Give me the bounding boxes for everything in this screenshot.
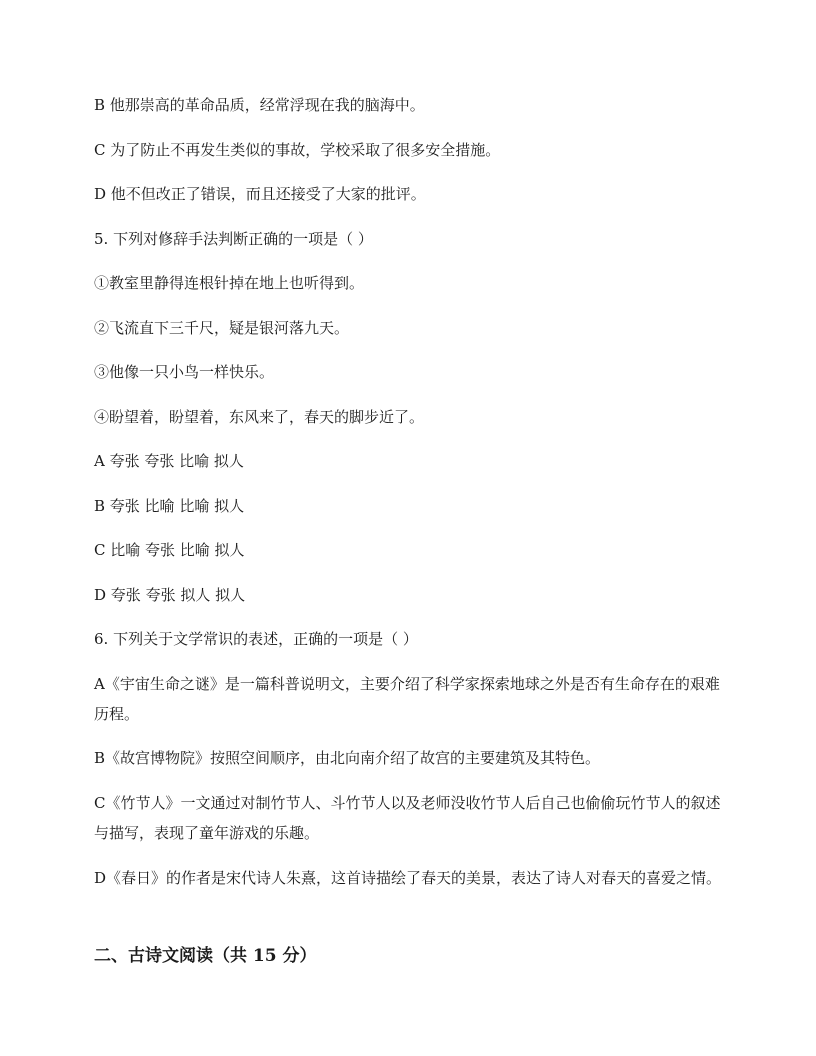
option-a-q5: A 夸张 夸张 比喻 拟人: [94, 452, 244, 470]
option-c-q4: C 为了防止不再发生类似的事故，学校采取了很多安全措施。: [94, 141, 501, 159]
option-b-q5: B 夸张 比喻 比喻 拟人: [94, 497, 245, 515]
q5-sentence-2: ②飞流直下三千尺，疑是银河落九天。: [94, 319, 350, 337]
option-c-q5: C 比喻 夸张 比喻 拟人: [94, 541, 245, 559]
option-d-q6: D《春日》的作者是宋代诗人朱熹，这首诗描绘了春天的美景，表达了诗人对春天的喜爱之情。: [94, 869, 722, 887]
option-b-q4: B 他那崇高的革命品质，经常浮现在我的脑海中。: [94, 96, 425, 114]
option-c-q6: C《竹节人》一文通过对制竹节人、斗竹节人以及老师没收竹节人后自己也偷偷玩竹节人的叙述与描写，表现了童年游戏的乐趣。: [94, 794, 721, 842]
option-d-q5: D 夸张 夸张 拟人 拟人: [94, 586, 246, 604]
option-a-q6: A《宇宙生命之谜》是一篇科普说明文，主要介绍了科学家探索地球之外是否有生命存在的艰难历程。: [94, 675, 720, 723]
option-d-q4: D 他不但改正了错误，而且还接受了大家的批评。: [94, 185, 426, 203]
section-heading: 二、古诗文阅读（共 15 分）: [94, 946, 317, 966]
q5-sentence-3: ③他像一只小鸟一样快乐。: [94, 363, 275, 381]
q5-sentence-1: ①教室里静得连根针掉在地上也听得到。: [94, 274, 365, 292]
question-6-stem: 6. 下列关于文学常识的表述，正确的一项是（ ）: [94, 630, 418, 648]
question-5-stem: 5. 下列对修辞手法判断正确的一项是（ ）: [94, 230, 373, 248]
q5-sentence-4: ④盼望着，盼望着，东风来了，春天的脚步近了。: [94, 408, 425, 426]
option-b-q6: B《故宫博物院》按照空间顺序，由北向南介绍了故宫的主要建筑及其特色。: [94, 749, 601, 767]
